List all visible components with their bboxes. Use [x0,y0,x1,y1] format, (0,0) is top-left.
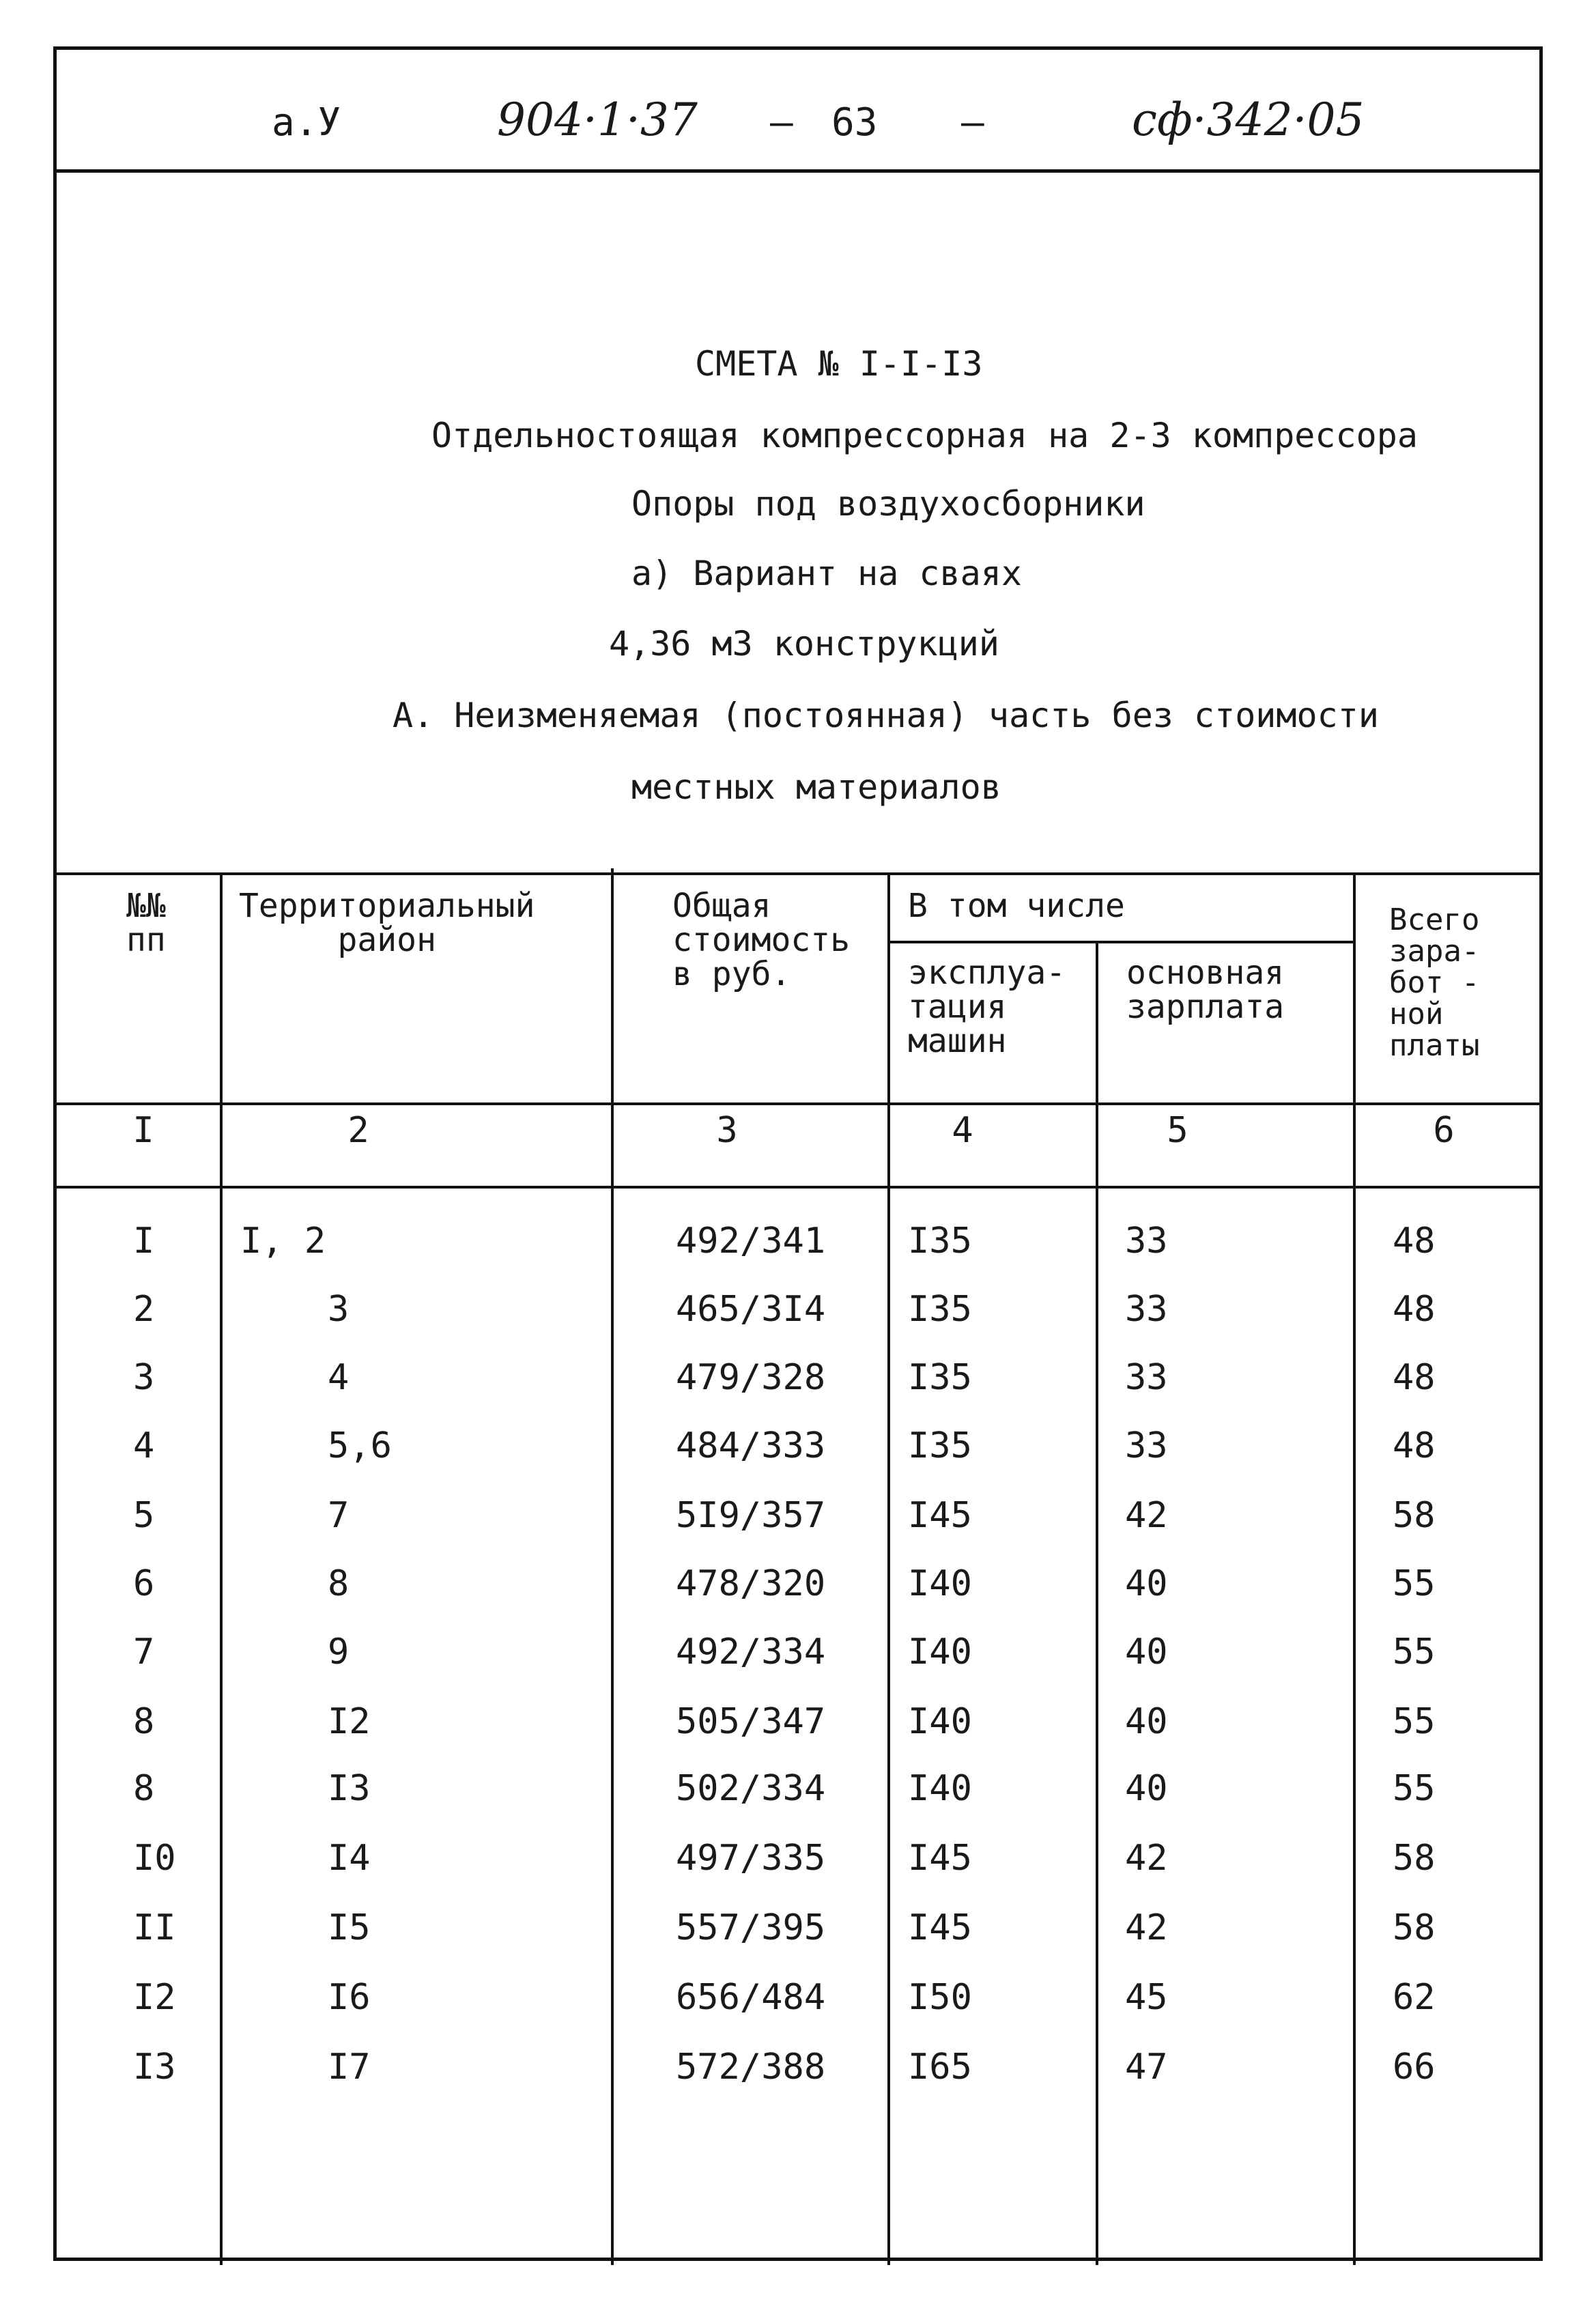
cell-total: 497/335 [676,1838,826,1879]
header-all-wage: Всего зара- бот - ной платы [1389,902,1480,1063]
cell-all-wage: 58 [1393,1907,1436,1948]
cell-total: 478/320 [676,1563,826,1604]
column-number: 5 [1167,1110,1188,1151]
cell-region: I3 [328,1768,371,1809]
header-num: №№ пп [126,887,166,959]
cell-region: 8 [328,1563,350,1604]
table-top-border [53,872,1543,875]
stamp-left: а.У [272,100,341,145]
cell-num: II [133,1907,176,1948]
cell-exploitation: I40 [908,1632,972,1672]
cell-wage: 47 [1125,2047,1168,2088]
cell-region: I2 [328,1701,371,1742]
column-number: 3 [716,1110,738,1151]
column-number: 2 [347,1110,369,1151]
cell-total: 479/328 [676,1357,826,1398]
subheader-line [887,941,1353,943]
cell-wage: 33 [1125,1289,1168,1330]
cell-all-wage: 66 [1393,2047,1436,2088]
cell-wage: 42 [1125,1907,1168,1948]
cell-exploitation: I35 [908,1357,972,1398]
cell-exploitation: I65 [908,2047,972,2088]
cell-num: 4 [133,1425,155,1466]
cell-num: 8 [133,1701,155,1742]
cell-total: 484/333 [676,1425,826,1466]
stamp-code: сф·342·05 [1132,94,1365,146]
cell-all-wage: 55 [1393,1701,1436,1742]
cell-region: 3 [328,1289,350,1330]
header-region: Территориальный район [239,887,535,959]
cell-num: I3 [133,2047,176,2088]
cell-exploitation: I35 [908,1289,972,1330]
cell-region: 7 [328,1495,350,1536]
cell-exploitation: I45 [908,1495,972,1536]
cell-exploitation: I50 [908,1977,972,2018]
cell-region: 4 [328,1357,350,1398]
cell-region: I7 [328,2047,371,2088]
cell-wage: 40 [1125,1632,1168,1672]
cell-all-wage: 55 [1393,1632,1436,1672]
table-row [0,1838,1596,1906]
cell-num: I2 [133,1977,176,2018]
table-row [0,1907,1596,1976]
cell-wage: 33 [1125,1221,1168,1262]
cell-wage: 40 [1125,1563,1168,1604]
cell-region: 5,6 [328,1425,392,1466]
estimate-subject: Опоры под воздухосборники [631,484,1145,524]
cell-total: 492/334 [676,1632,826,1672]
table-row [0,1221,1596,1289]
stamp-dash: – [961,100,984,145]
cell-total: 505/347 [676,1701,826,1742]
cell-wage: 33 [1125,1357,1168,1398]
cell-all-wage: 58 [1393,1495,1436,1536]
cell-all-wage: 48 [1393,1289,1436,1330]
header-exploitation: эксплуа- тация машин [908,954,1066,1060]
table-row [0,1632,1596,1700]
stamp-dash: – [770,100,793,145]
cell-total: 656/484 [676,1977,826,2018]
column-number: 6 [1433,1110,1455,1151]
cell-region: I, 2 [240,1221,326,1262]
cell-total: 465/3I4 [676,1289,826,1330]
header-total: Общая стоимость в руб. [672,887,851,993]
cell-num: 6 [133,1563,155,1604]
cell-region: 9 [328,1632,350,1672]
estimate-part-cont: местных материалов [631,767,1001,807]
cell-exploitation: I35 [908,1221,972,1262]
table-row [0,1768,1596,1836]
cell-wage: 42 [1125,1495,1168,1536]
cell-total: 492/341 [676,1221,826,1262]
cell-wage: 42 [1125,1838,1168,1879]
table-row [0,1357,1596,1425]
cell-num: 8 [133,1768,155,1809]
table-row [0,2047,1596,2115]
estimate-object: Отдельностоящая компрессорная на 2-3 компрессора [431,416,1418,455]
stamp-row [53,46,1543,173]
cell-region: I4 [328,1838,371,1879]
column-number: 4 [952,1110,973,1151]
cell-total: 572/388 [676,2047,826,2088]
cell-all-wage: 55 [1393,1563,1436,1604]
estimate-part: А. Неизменяемая (постоянная) часть без стоимости [393,696,1379,735]
table-row [0,1425,1596,1494]
cell-total: 557/395 [676,1907,826,1948]
cell-region: I6 [328,1977,371,2018]
cell-region: I5 [328,1907,371,1948]
cell-all-wage: 48 [1393,1357,1436,1398]
header-including: В том числе [908,887,1125,925]
cell-wage: 40 [1125,1768,1168,1809]
cell-num: 7 [133,1632,155,1672]
header-wage: основная зарплата [1126,954,1285,1026]
cell-all-wage: 48 [1393,1221,1436,1262]
cell-exploitation: I45 [908,1907,972,1948]
estimate-variant: а) Вариант на сваях [631,554,1022,593]
estimate-volume: 4,36 м3 конструкций [609,624,999,664]
cell-all-wage: 55 [1393,1768,1436,1809]
column-number: I [132,1110,154,1151]
stamp-page-number: 63 [831,100,878,145]
cell-wage: 40 [1125,1701,1168,1742]
cell-num: I [133,1221,155,1262]
cell-wage: 33 [1125,1425,1168,1466]
cell-num: 5 [133,1495,155,1536]
table-row [0,1289,1596,1357]
cell-all-wage: 58 [1393,1838,1436,1879]
cell-exploitation: I35 [908,1425,972,1466]
cell-num: I0 [133,1838,176,1879]
table-row [0,1495,1596,1563]
cell-total: 5I9/357 [676,1495,826,1536]
cell-exploitation: I45 [908,1838,972,1879]
table-row [0,1701,1596,1769]
table-row [0,1563,1596,1632]
cell-num: 3 [133,1357,155,1398]
stamp-project-number: 904·1·37 [497,94,698,146]
cell-exploitation: I40 [908,1768,972,1809]
cell-wage: 45 [1125,1977,1168,2018]
colnum-bottom-line [53,1186,1543,1188]
cell-exploitation: I40 [908,1701,972,1742]
estimate-title: СМЕТА № I-I-I3 [695,344,983,384]
cell-num: 2 [133,1289,155,1330]
header-bottom-line [53,1102,1543,1105]
table-row [0,1977,1596,2045]
cell-total: 502/334 [676,1768,826,1809]
cell-all-wage: 62 [1393,1977,1436,2018]
cell-all-wage: 48 [1393,1425,1436,1466]
cell-exploitation: I40 [908,1563,972,1604]
